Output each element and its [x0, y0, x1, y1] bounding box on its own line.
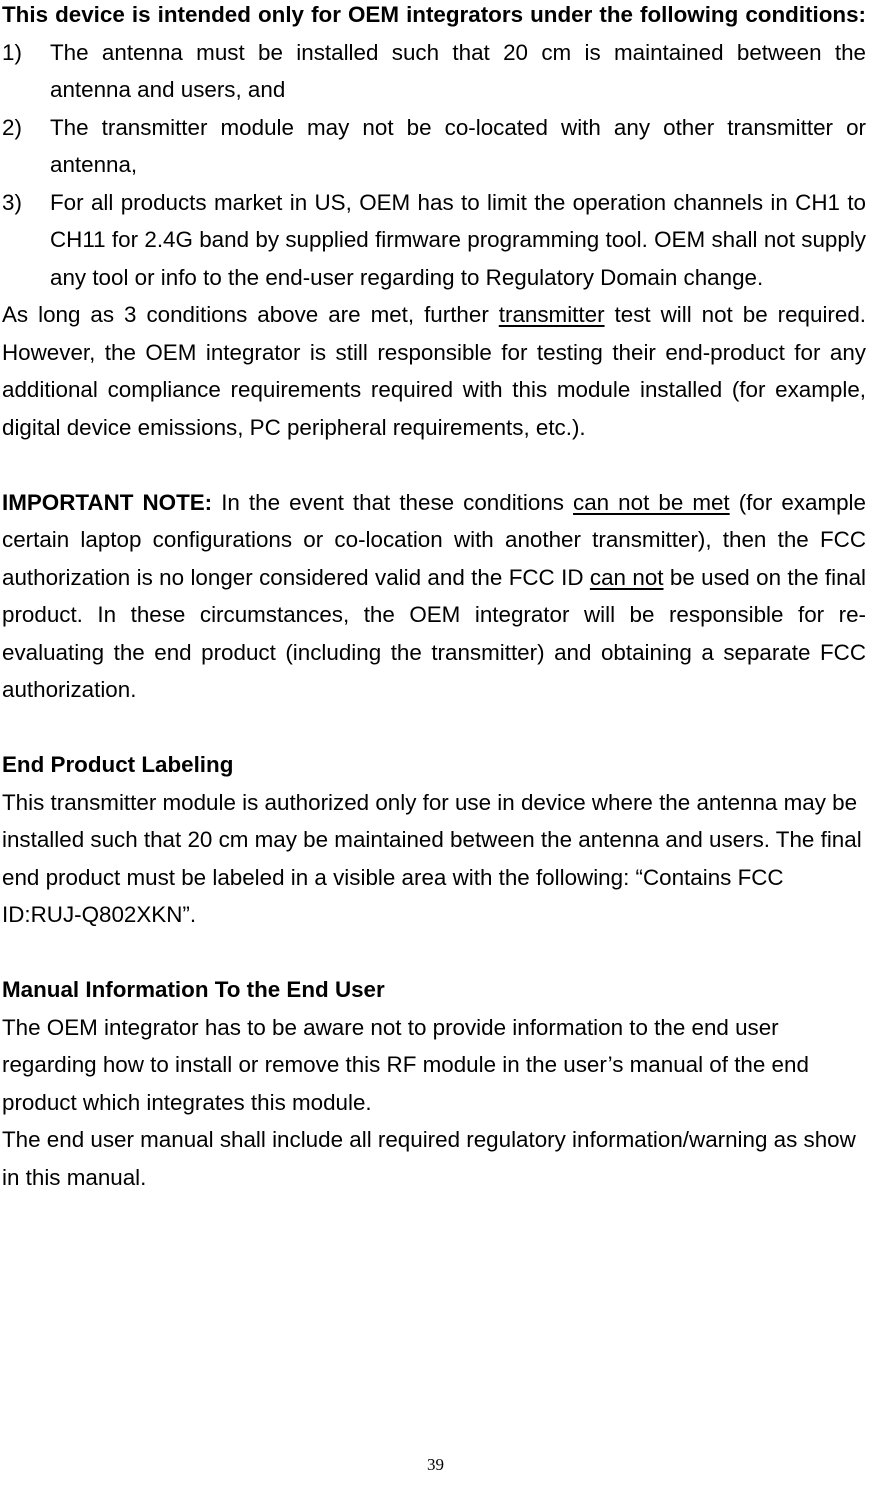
spacer: [2, 934, 866, 972]
condition-item: [2, 184, 866, 297]
intro-heading: This device is intended only for OEM integrators under the following conditions:: [2, 2, 866, 27]
condition-text: The transmitter module may not be co-located with any other transmitter or antenna,: [50, 114, 866, 177]
important-text-3: be used on the final product. In these circumstances, the OEM integrator will be responsible for re-evaluating the end product (including the transmitter) and obtaining a separate FCC authorization.: [2, 564, 866, 702]
manual-heading: Manual Information To the End User: [2, 977, 385, 1002]
further-testing-paragraph: [2, 296, 866, 446]
important-note-label: IMPORTANT NOTE:: [2, 489, 213, 515]
condition-text: For all products market in US, OEM has to limit the operation channels in CH1 to CH11 for 2.4G band by supplied firmware programming tool. OEM shall not supply any tool or info to the end-user regarding to Regulatory Domain change.: [50, 189, 866, 290]
further-text-pre: As long as 3 conditions above are met, further: [2, 302, 499, 327]
labeling-heading: End Product Labeling: [2, 752, 234, 777]
condition-item: [2, 109, 866, 184]
important-text-1: In the event that these conditions: [212, 489, 574, 515]
condition-number: 1): [2, 39, 22, 65]
condition-item: [2, 34, 866, 109]
further-text-post: test will not be required. However, the OEM integrator is still responsible for testing their end-product for any additional compliance requirements required with this module installed (for example, digital device emissions, PC peripheral requirements, etc.).: [2, 302, 866, 440]
important-underlined-1: can not be met: [573, 489, 730, 515]
manual-text-2: The end user manual shall include all required regulatory information/warning as show in this manual.: [2, 1127, 856, 1190]
labeling-text: This transmitter module is authorized only for use in device where the antenna may be installed such that 20 cm may be maintained between the antenna and users. The final end product must be labeled in a visible area with the following: “Contains FCC ID:RUJ-Q802XKN”.: [2, 789, 862, 927]
condition-text: The antenna must be installed such that 20 cm is maintained between the antenna and users, and: [50, 39, 866, 102]
manual-text-1: The OEM integrator has to be aware not to provide information to the end user regarding how to install or remove this RF module in the user’s manual of the end product which integrates this module.: [2, 1014, 809, 1115]
important-underlined-2: can not: [589, 564, 664, 590]
further-underlined: transmitter: [498, 302, 605, 327]
spacer: [2, 446, 866, 484]
condition-number: 3): [2, 189, 22, 215]
condition-number: 2): [2, 114, 22, 140]
important-text-2: (for example certain laptop configurations or co-location with another transmitter), then the FCC authorization is no longer considered valid and the FCC ID: [2, 489, 866, 590]
conditions-list: [2, 34, 866, 297]
spacer: [2, 709, 866, 747]
document-page: [2, 0, 866, 1196]
page-number: 39: [427, 1455, 444, 1474]
important-note-paragraph: [2, 484, 866, 709]
